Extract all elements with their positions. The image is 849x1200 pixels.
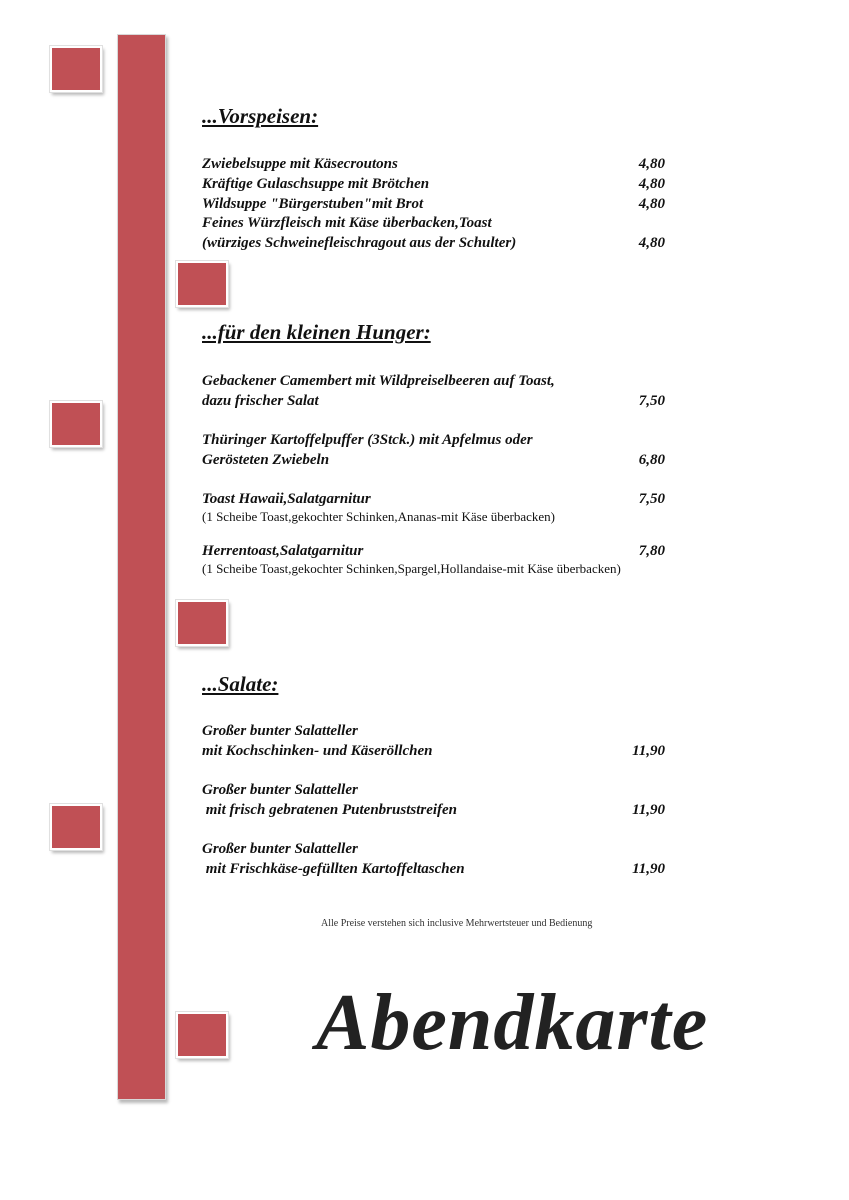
menu-item-price: 6,80 — [638, 452, 665, 468]
section-heading-kleiner-hunger: ...für den kleinen Hunger: — [202, 320, 431, 344]
menu-item-line — [202, 839, 665, 859]
menu-item-price: 11,90 — [632, 802, 665, 818]
section-heading-salate: ...Salate: — [202, 672, 279, 696]
menu-item-name: Großer bunter Salatteller — [202, 841, 358, 857]
menu-item-name: Thüringer Kartoffelpuffer (3Stck.) mit Apfelmus oder — [202, 432, 533, 448]
menu-item-price: 7,50 — [638, 393, 665, 409]
menu-item-line — [202, 391, 665, 411]
menu-item-price: 4,80 — [638, 156, 665, 172]
section-heading-vorspeisen: ...Vorspeisen: — [202, 104, 319, 128]
menu-item-name: Wildsuppe "Bürgerstuben"mit Brot — [202, 196, 424, 212]
menu-item-name: Feines Würzfleisch mit Käse überbacken,Toast — [202, 215, 492, 231]
menu-item-description: mit Kochschinken- und Käseröllchen — [202, 743, 433, 759]
menu-item-price: 7,80 — [638, 543, 665, 559]
decorative-square — [50, 46, 102, 92]
menu-item — [202, 213, 665, 233]
menu-item-line — [202, 800, 665, 820]
menu-item-name: Gebackener Camembert mit Wildpreiselbeeren auf Toast, — [202, 373, 555, 389]
decorative-red-bar — [117, 34, 166, 1100]
menu-item-description: mit frisch gebratenen Putenbruststreifen — [202, 802, 458, 818]
menu-item-line — [202, 489, 665, 509]
menu-item-name: Toast Hawaii,Salatgarnitur — [202, 491, 371, 507]
menu-item-price: 7,50 — [638, 491, 665, 507]
menu-item-name: Großer bunter Salatteller — [202, 782, 358, 798]
menu-item — [202, 174, 665, 194]
menu-item-name: Großer bunter Salatteller — [202, 723, 358, 739]
menu-item-price: 4,80 — [638, 176, 665, 192]
menu-title: Abendkarte — [316, 979, 709, 1067]
menu-item-price: 4,80 — [638, 196, 665, 212]
decorative-square — [50, 804, 102, 850]
menu-item-note: (1 Scheibe Toast,gekochter Schinken,Spargel,Hollandaise-mit Käse überbacken) — [202, 561, 621, 576]
menu-item-price: 11,90 — [632, 743, 665, 759]
menu-item-line — [202, 721, 665, 741]
menu-item — [202, 154, 665, 174]
decorative-square — [176, 261, 228, 307]
menu-item-price: 4,80 — [638, 235, 665, 251]
menu-item-description: dazu frischer Salat — [202, 393, 319, 409]
menu-item-line — [202, 371, 665, 391]
menu-item-line — [202, 450, 665, 470]
menu-item — [202, 194, 665, 214]
menu-item-name: Kräftige Gulaschsuppe mit Brötchen — [202, 176, 430, 192]
menu-item-line — [202, 541, 665, 561]
menu-item-name: (würziges Schweinefleischragout aus der Schulter) — [202, 235, 517, 251]
decorative-square — [50, 401, 102, 447]
menu-item-note: (1 Scheibe Toast,gekochter Schinken,Ananas-mit Käse überbacken) — [202, 509, 555, 524]
menu-item-line — [202, 741, 665, 761]
menu-item-name: Herrentoast,Salatgarnitur — [202, 543, 364, 559]
menu-item-line — [202, 859, 665, 879]
decorative-square — [176, 1012, 228, 1058]
menu-item-line — [202, 780, 665, 800]
menu-item-description: mit Frischkäse-gefüllten Kartoffeltaschen — [202, 861, 465, 877]
menu-item-line — [202, 430, 665, 450]
menu-item-price: 11,90 — [632, 861, 665, 877]
menu-item-name: Zwiebelsuppe mit Käsecroutons — [202, 156, 398, 172]
menu-item — [202, 233, 665, 253]
menu-item-description: Gerösteten Zwiebeln — [202, 452, 330, 468]
price-footnote: Alle Preise verstehen sich inclusive Mehrwertsteuer und Bedienung — [321, 918, 593, 929]
decorative-square — [176, 600, 228, 646]
